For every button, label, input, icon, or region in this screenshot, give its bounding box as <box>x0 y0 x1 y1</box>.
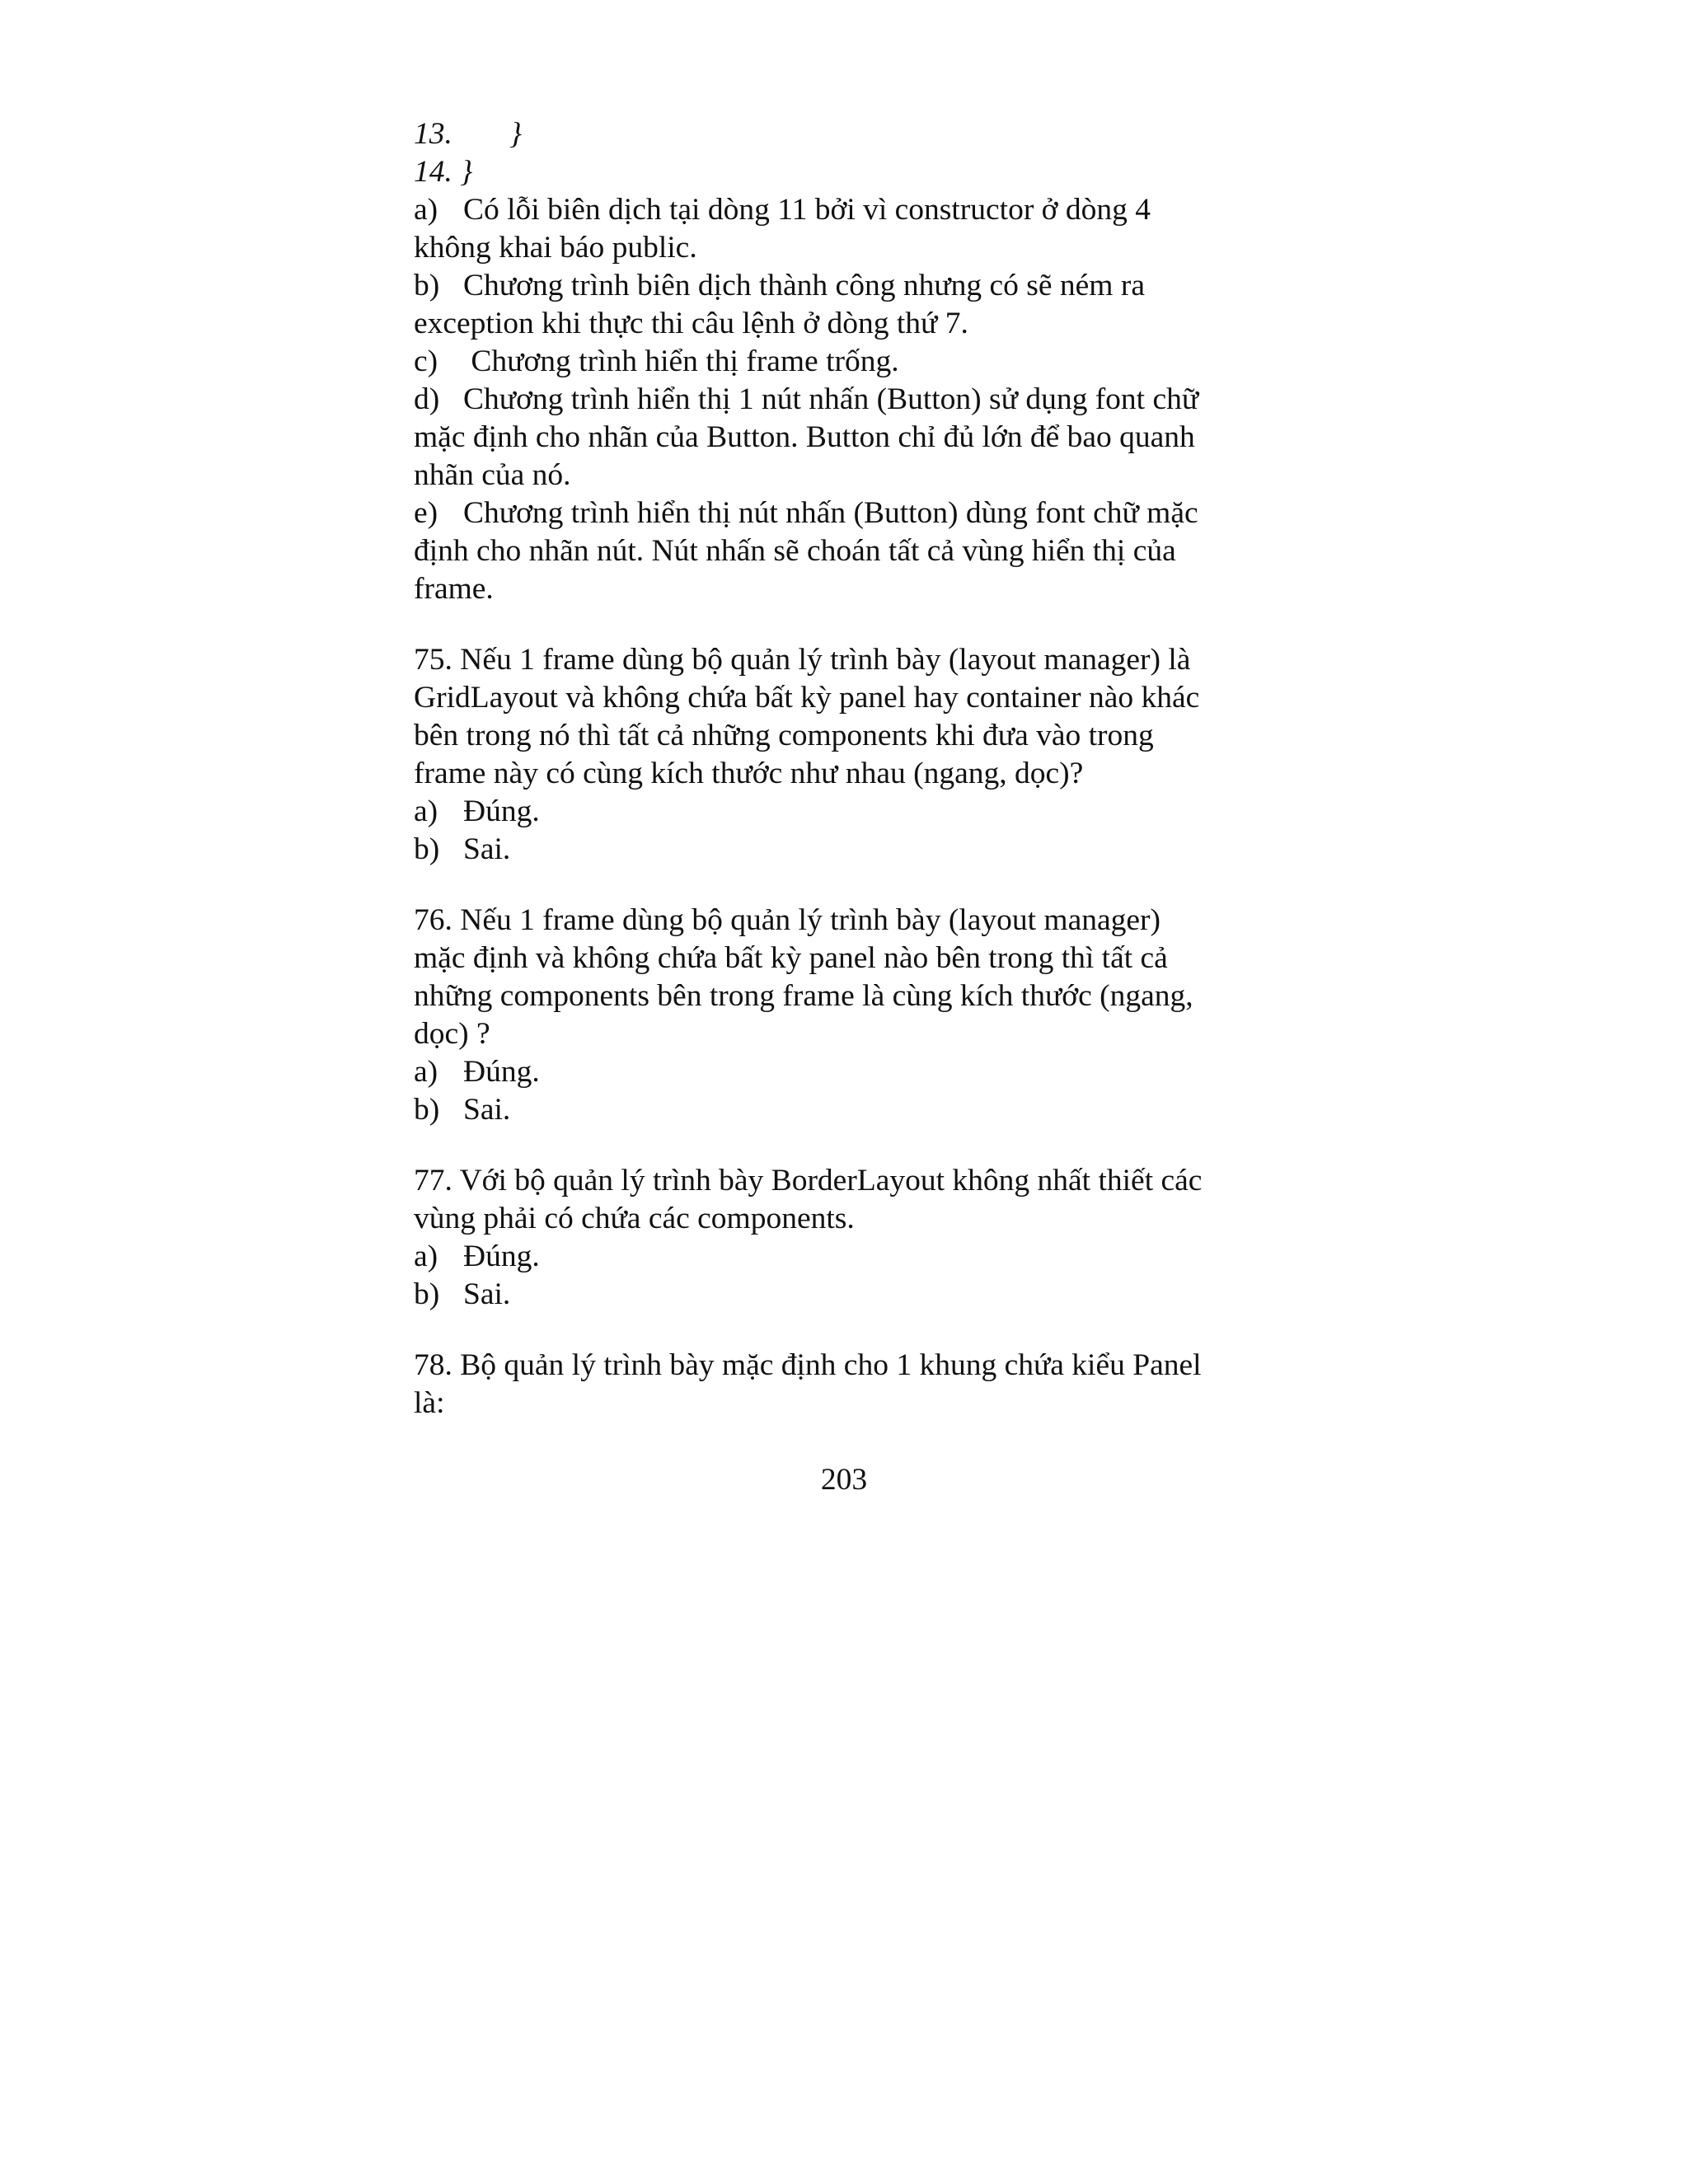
answer-option-b <box>414 1091 1254 1129</box>
question-75 <box>414 641 1254 869</box>
option-text: Đúng. <box>463 1240 540 1273</box>
question-text: là: <box>414 1386 445 1420</box>
question-text: 77. Với bộ quản lý trình bày BorderLayout không nhất thiết các <box>414 1164 1203 1197</box>
option-text-continued: mặc định cho nhãn của Button. Button chỉ đủ lớn để bao quanh <box>414 420 1195 454</box>
option-text: Có lỗi biên dịch tại dòng 11 bởi vì constructor ở dòng 4 <box>463 193 1151 227</box>
question-78 <box>414 1347 1254 1422</box>
answer-option-a <box>414 793 1254 831</box>
option-text-continued: không khai báo public. <box>414 231 697 265</box>
question-text: 78. Bộ quản lý trình bày mặc định cho 1 khung chứa kiểu Panel <box>414 1348 1202 1382</box>
code-line-number: 13. <box>414 117 452 151</box>
question-77 <box>414 1162 1254 1314</box>
code-line <box>414 115 1254 153</box>
answer-options <box>414 793 1254 869</box>
option-marker: b) <box>414 269 440 302</box>
answer-option-b <box>414 831 1254 869</box>
answer-option-a <box>414 1238 1254 1276</box>
option-text: Chương trình hiển thị frame trống. <box>463 344 899 378</box>
question-text: vùng phải có chứa các components. <box>414 1202 855 1235</box>
option-marker: a) <box>414 1055 438 1089</box>
document-page <box>414 115 1254 1422</box>
answer-option-a <box>414 1053 1254 1091</box>
option-text-continued: frame. <box>414 572 494 606</box>
option-marker: c) <box>414 344 438 378</box>
spacer <box>414 608 1254 641</box>
question-text: 76. Nếu 1 frame dùng bộ quản lý trình bày (layout manager) <box>414 903 1160 937</box>
option-marker: b) <box>414 1277 440 1311</box>
q74-option-e <box>414 494 1254 532</box>
option-text: Chương trình biên dịch thành công nhưng có sẽ ném ra <box>463 269 1145 302</box>
code-line-text: } <box>460 155 473 189</box>
option-marker: d) <box>414 382 440 416</box>
option-marker: e) <box>414 496 438 530</box>
spacer <box>414 1129 1254 1162</box>
option-marker: b) <box>414 1093 440 1127</box>
option-marker: b) <box>414 832 440 866</box>
q74-option-d <box>414 381 1254 419</box>
option-marker: a) <box>414 193 438 227</box>
answer-option-b <box>414 1276 1254 1314</box>
q74-option-b <box>414 267 1254 305</box>
option-text: Sai. <box>463 832 511 866</box>
option-text-continued: nhãn của nó. <box>414 458 571 492</box>
q74-option-a <box>414 191 1254 229</box>
question-text: frame này có cùng kích thước như nhau (ngang, dọc)? <box>414 757 1084 790</box>
option-text: Đúng. <box>463 794 540 828</box>
code-line <box>414 153 1254 191</box>
option-text: Sai. <box>463 1093 511 1127</box>
spacer <box>414 869 1254 902</box>
option-text: Chương trình hiển thị nút nhấn (Button) dùng font chữ mặc <box>463 496 1198 530</box>
page-number: 203 <box>820 1463 868 1497</box>
answer-options <box>414 1238 1254 1314</box>
question-text: GridLayout và không chứa bất kỳ panel hay container nào khác <box>414 681 1200 715</box>
question-text: mặc định và không chứa bất kỳ panel nào bên trong thì tất cả <box>414 941 1168 975</box>
question-text: những components bên trong frame là cùng kích thước (ngang, <box>414 979 1193 1013</box>
question-text: dọc) ? <box>414 1017 490 1051</box>
question-text: 75. Nếu 1 frame dùng bộ quản lý trình bày (layout manager) là <box>414 643 1191 677</box>
option-marker: a) <box>414 1240 438 1273</box>
option-text-continued: định cho nhãn nút. Nút nhấn sẽ choán tất cả vùng hiển thị của <box>414 534 1176 568</box>
question-76 <box>414 902 1254 1129</box>
code-line-number: 14. <box>414 155 452 189</box>
answer-options <box>414 1053 1254 1129</box>
option-marker: a) <box>414 794 438 828</box>
question-text: bên trong nó thì tất cả những components khi đưa vào trong <box>414 719 1154 752</box>
option-text: Sai. <box>463 1277 511 1311</box>
option-text-continued: exception khi thực thi câu lệnh ở dòng thứ 7. <box>414 307 968 340</box>
q74-options <box>414 191 1254 608</box>
option-text: Chương trình hiển thị 1 nút nhấn (Button) sử dụng font chữ <box>463 382 1199 416</box>
spacer <box>414 1314 1254 1347</box>
q74-option-c <box>414 343 1254 381</box>
code-line-text: } <box>509 117 522 151</box>
option-text: Đúng. <box>463 1055 540 1089</box>
